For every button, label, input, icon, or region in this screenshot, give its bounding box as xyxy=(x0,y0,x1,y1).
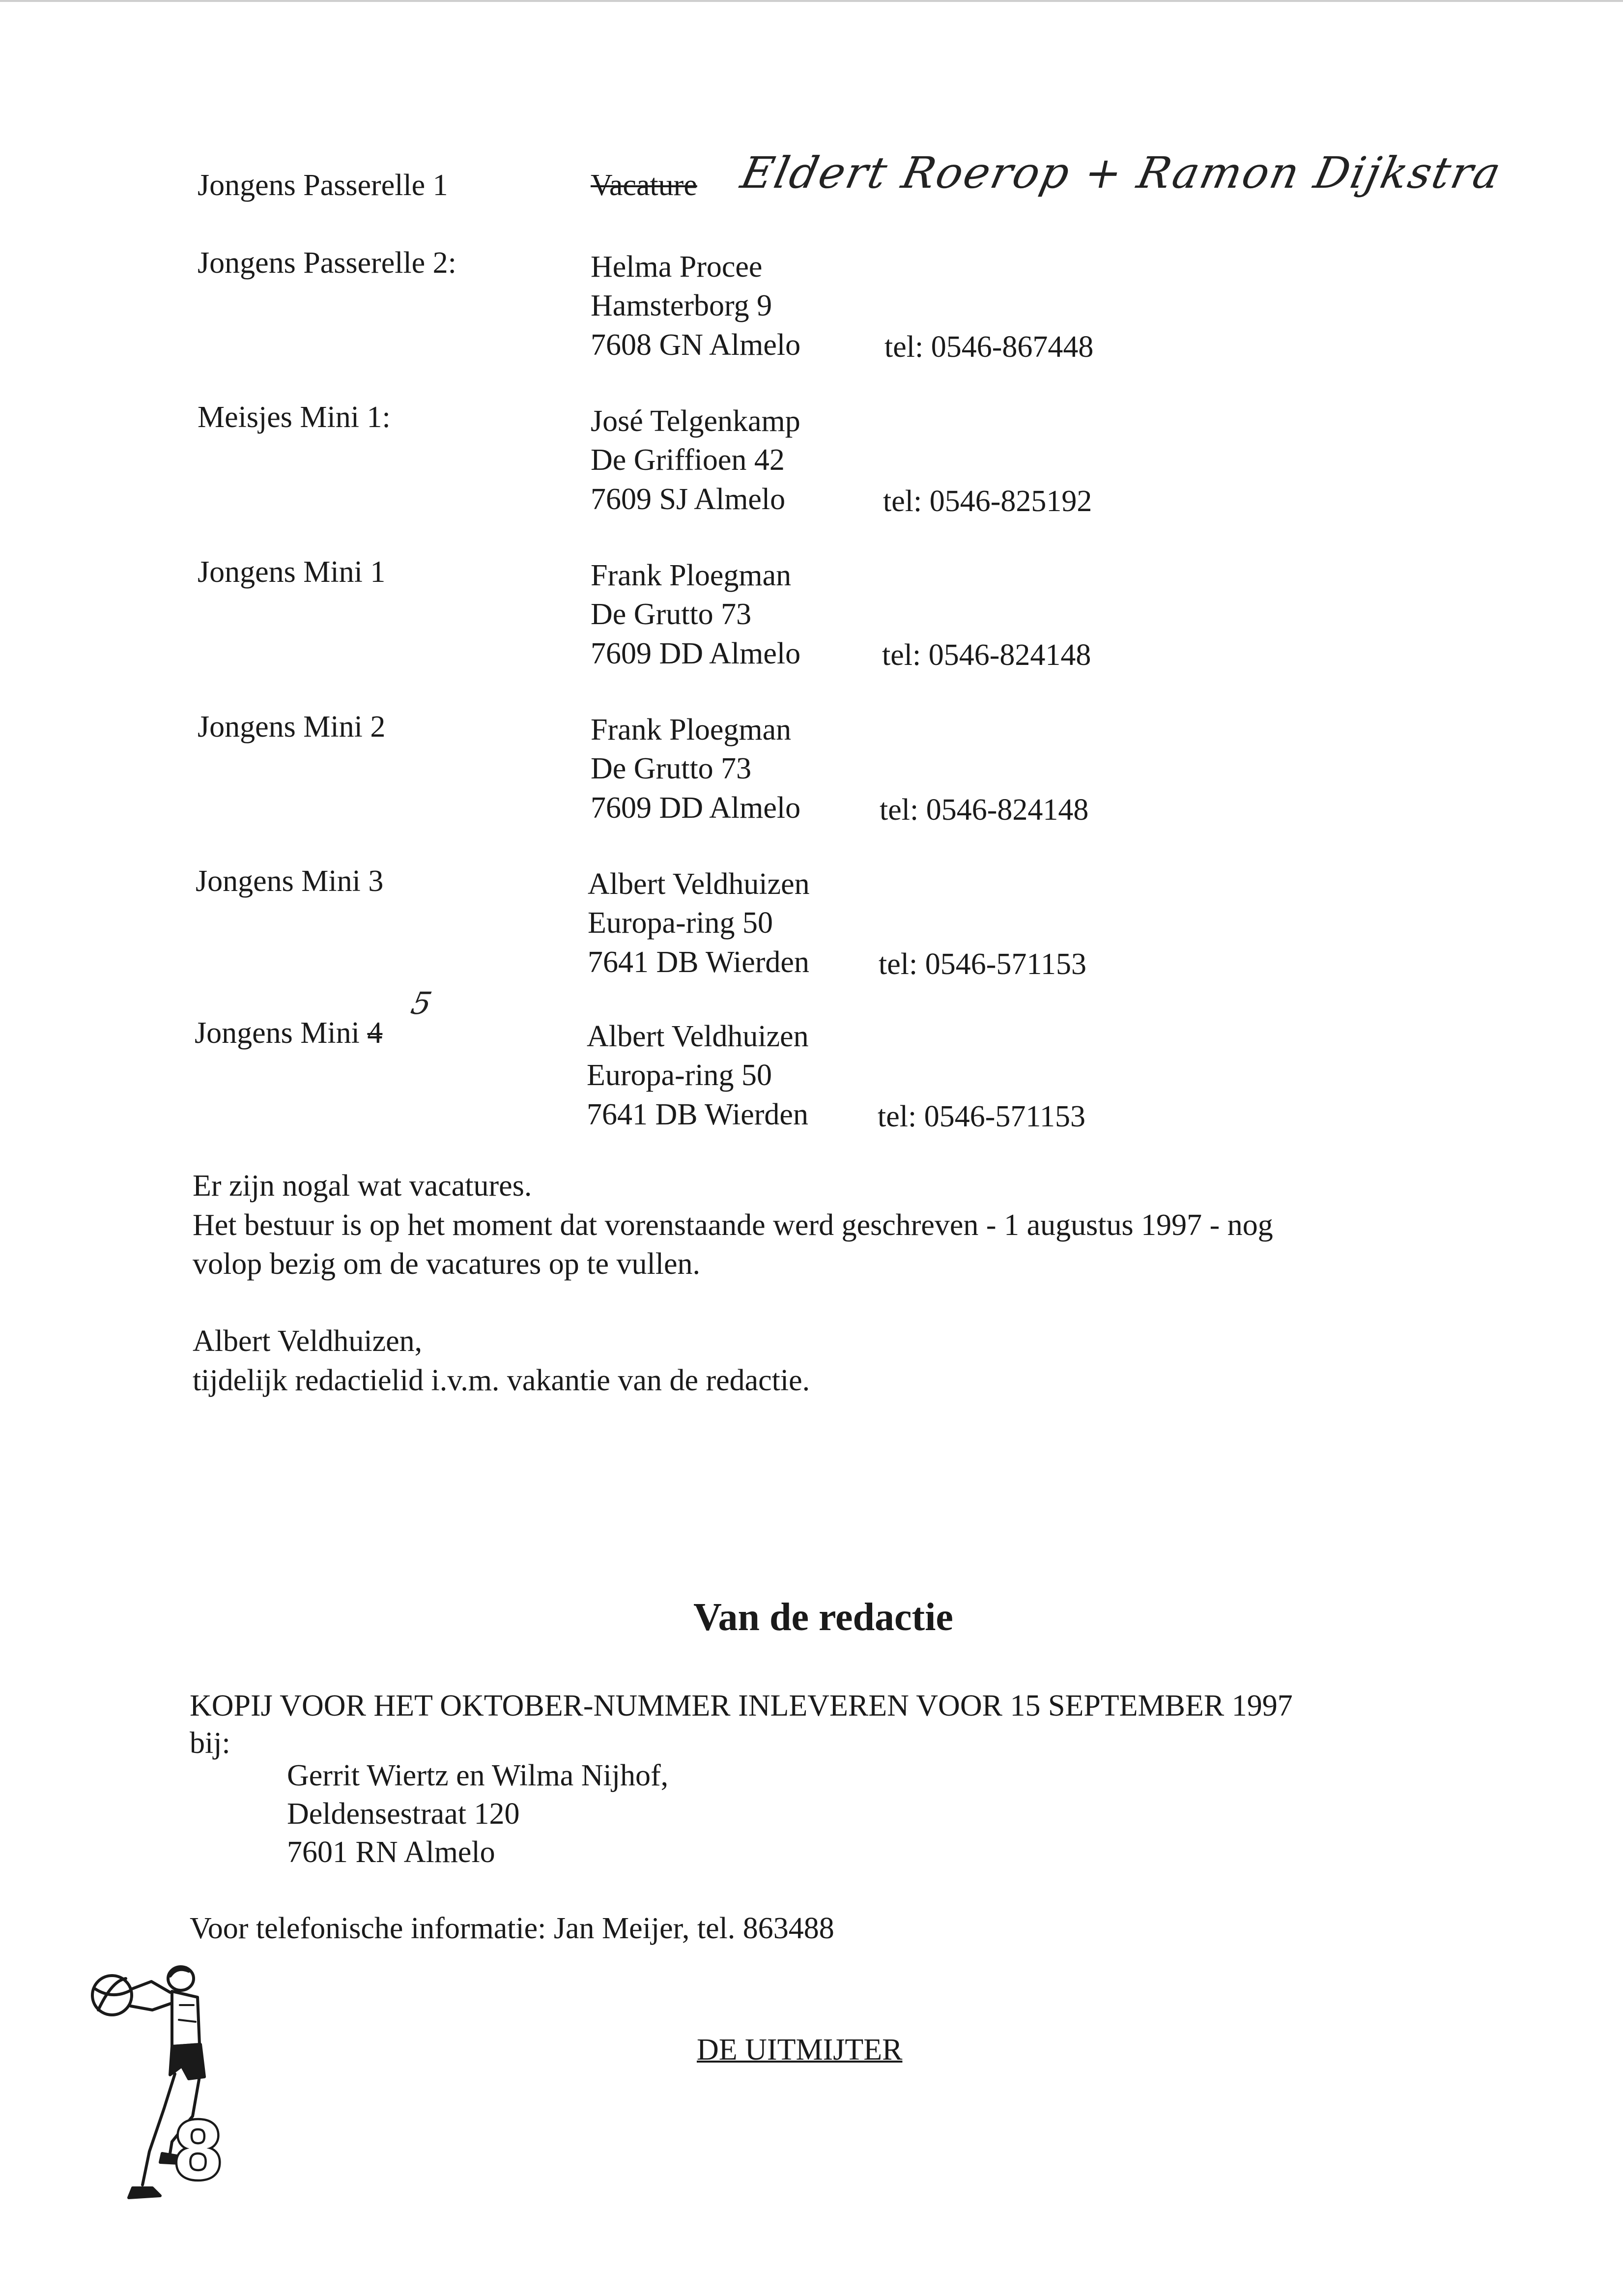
entry-label: Jongens Passerelle 2: xyxy=(198,246,456,280)
redactie-line: bij: xyxy=(190,1726,230,1760)
redactie-address: Deldensestraat 120 xyxy=(287,1797,520,1831)
footer-title: DE UITMIJTER xyxy=(697,2033,903,2066)
entry-street: De Griffioen 42 xyxy=(591,443,785,477)
entry-label: Jongens Mini 2 xyxy=(198,710,386,744)
entry-city: 7609 SJ Almelo xyxy=(591,483,786,516)
entry-street: De Grutto 73 xyxy=(591,752,752,785)
entry-city: 7641 DB Wierden xyxy=(588,946,809,979)
entry-label: Jongens Mini 1 xyxy=(198,555,386,589)
entry-label-struck-number: 4 xyxy=(367,1016,383,1050)
entry-name: Frank Ploegman xyxy=(591,559,792,592)
entry-tel: tel: 0546-825192 xyxy=(883,485,1092,518)
scan-edge xyxy=(0,0,1623,2)
entry-street: Hamsterborg 9 xyxy=(591,289,772,322)
entry-city: 7609 DD Almelo xyxy=(591,791,801,825)
entry-street: Europa-ring 50 xyxy=(587,1059,772,1092)
note-line: volop bezig om de vacatures op te vullen. xyxy=(193,1247,701,1281)
entry-tel: tel: 0546-824148 xyxy=(882,638,1091,672)
note-line: Er zijn nogal wat vacatures. xyxy=(193,1169,532,1203)
entry-label: Meisjes Mini 1: xyxy=(198,401,391,434)
entry-name: Helma Procee xyxy=(591,250,763,284)
entry-street: Europa-ring 50 xyxy=(588,906,773,940)
signature-name: Albert Veldhuizen, xyxy=(193,1324,423,1358)
entry-name: Albert Veldhuizen xyxy=(588,867,810,901)
entry-city: 7608 GN Almelo xyxy=(591,328,801,362)
page-number: 8 xyxy=(174,2103,222,2197)
redactie-address: Gerrit Wiertz en Wilma Nijhof, xyxy=(287,1759,669,1792)
entry-tel: tel: 0546-571153 xyxy=(878,1100,1086,1133)
entry-city: 7609 DD Almelo xyxy=(591,637,801,670)
entry-tel: tel: 0546-571153 xyxy=(879,947,1087,981)
redactie-phone: Voor telefonische informatie: Jan Meijer, tel. 863488 xyxy=(190,1912,834,1945)
note-line: Het bestuur is op het moment dat vorenstaande werd geschreven - 1 augustus 1997 - nog xyxy=(193,1208,1273,1242)
entry-name: José Telgenkamp xyxy=(591,404,800,438)
signature-role: tijdelijk redactielid i.v.m. vakantie van de redactie. xyxy=(193,1364,810,1397)
entry-name-struck: Vacature xyxy=(591,169,697,202)
entry-name: Frank Ploegman xyxy=(591,713,792,746)
entry-label: Jongens Passerelle 1 xyxy=(198,169,448,202)
entry-tel: tel: 0546-867448 xyxy=(884,330,1094,364)
entry-label xyxy=(195,1014,382,1052)
redactie-address: 7601 RN Almelo xyxy=(287,1836,495,1869)
entry-tel: tel: 0546-824148 xyxy=(880,793,1089,827)
handwritten-note: Eldert Roerop + Ramon Dijkstra xyxy=(737,147,1507,198)
entry-label-text: Jongens Mini xyxy=(195,1016,368,1050)
handwritten-correction: 5 xyxy=(408,985,437,1021)
entry-street: De Grutto 73 xyxy=(591,598,752,631)
entry-label: Jongens Mini 3 xyxy=(196,864,384,898)
entry-name: Albert Veldhuizen xyxy=(587,1020,809,1053)
section-heading: Van de redactie xyxy=(693,1596,953,1639)
entry-city: 7641 DB Wierden xyxy=(587,1098,808,1131)
redactie-line: KOPIJ VOOR HET OKTOBER-NUMMER INLEVEREN VOOR 15 SEPTEMBER 1997 xyxy=(190,1689,1293,1722)
